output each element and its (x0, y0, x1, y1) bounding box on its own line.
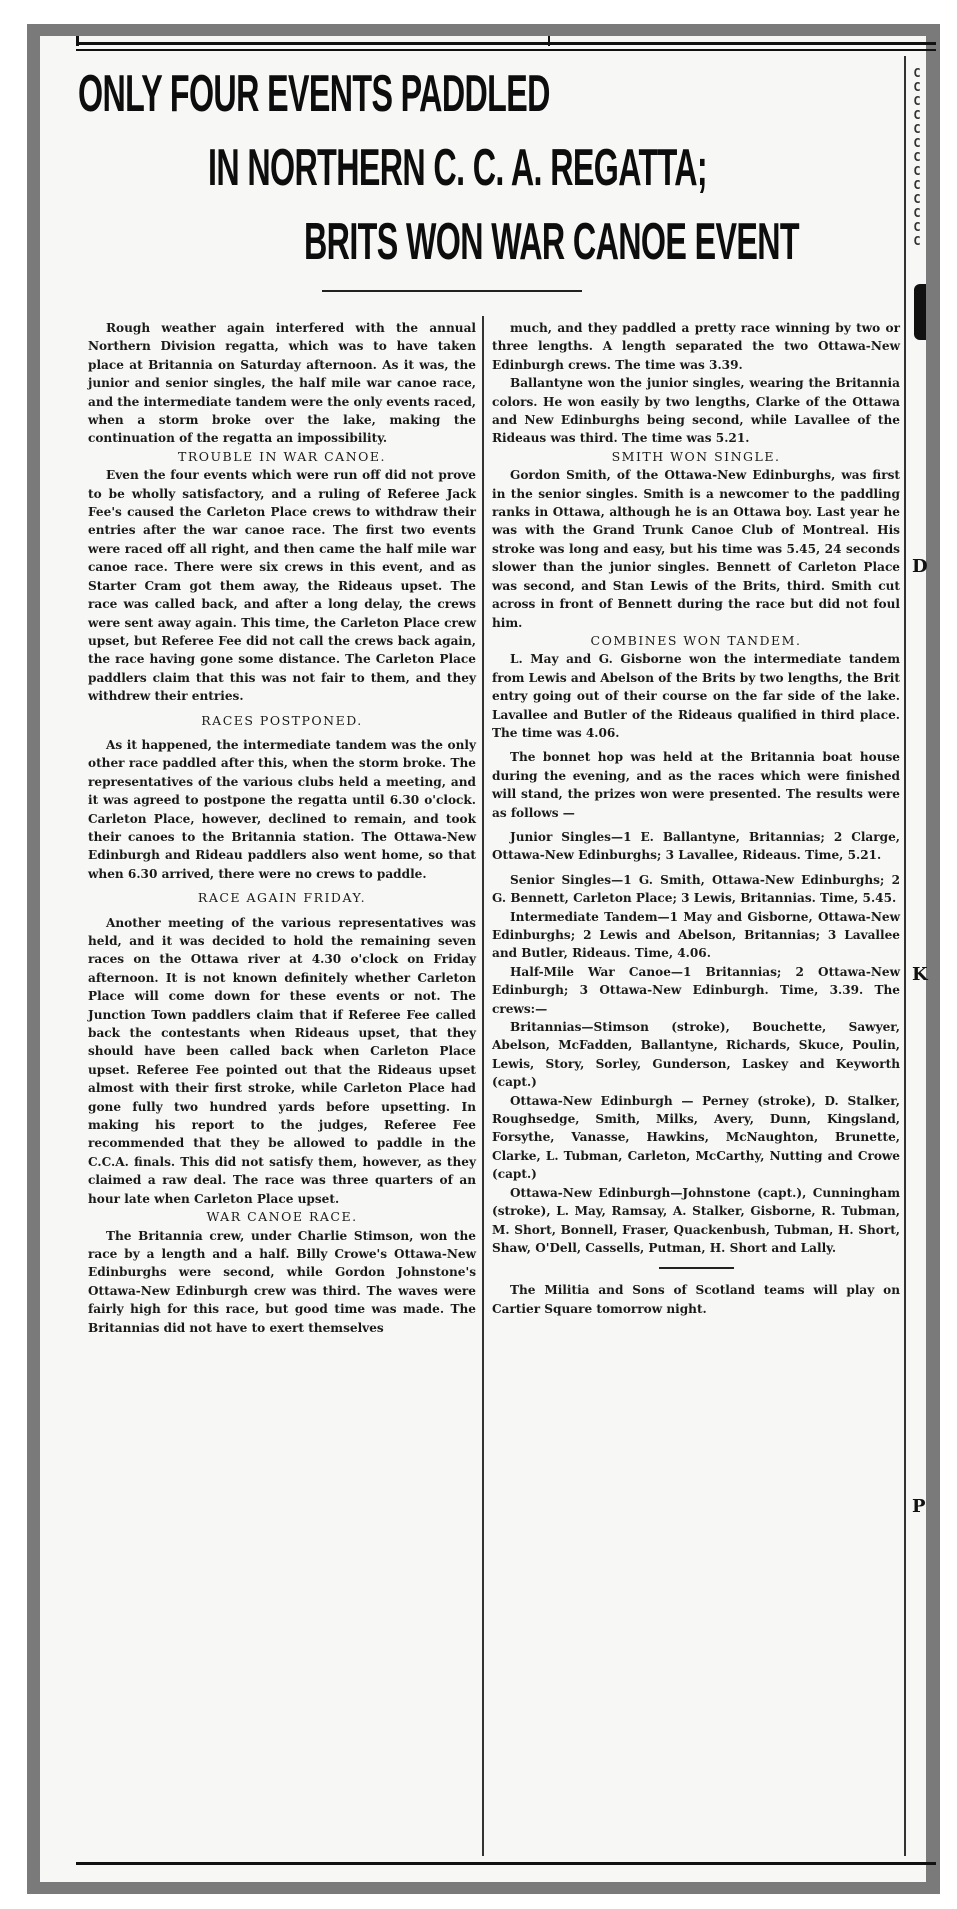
subheading: RACE AGAIN FRIDAY. (197, 890, 367, 906)
gutter-glyph: C (913, 206, 921, 220)
crew-list: Britannias—Stimson (stroke), Bouchette, Sawyer, Abelson, McFadden, Ballantyne, Richards, Skuce, Poulin, Lewis, Story, Sorley, Gunderson, Laskey and Keyworth (capt.) (492, 1020, 900, 1090)
gutter-glyph: C (913, 122, 921, 136)
article-column-1 (88, 319, 476, 1337)
gutter-glyph: C (913, 136, 921, 150)
headline-line-2: IN NORTHERN C. C. A. REGATTA; (208, 139, 708, 197)
gutter-glyph: C (913, 164, 921, 178)
subheading: RACES POSTPONED. (201, 712, 363, 728)
gutter-glyph: C (913, 220, 921, 234)
paragraph: L. May and G. Gisborne won the intermediate tandem from Lewis and Abelson of the Brits by two lengths, the Brit entry going out of their course on the far side of the lake. Lavallee and Butler of the Rideaus qualified in third place. The time was 4.06. (492, 652, 900, 740)
paragraph: As it happened, the intermediate tandem was the only other race paddled after this, when the storm broke. The representatives of the various clubs held a meeting, and it was agreed to postpone the regatta until 6.30 o'clock. Carleton Place, however, declined to remain, and took their canoes to the Britannia station. The Ottawa-New Edinburgh and Rideau paddlers also went home, so that when 6.30 arrived, there were no crews to paddle. (88, 737, 476, 881)
headline-line-1: ONLY FOUR EVENTS PADDLED (78, 65, 550, 123)
paragraph: Even the four events which were run off did not prove to be wholly satisfactory, and a ruling of Referee Jack Fee's caused the Carleton Place crews to withdraw their entries after the war canoe race. The first two events were raced off all right, and then came the half mile war canoe race. There were six crews in this event, and as Starter Cram got them away, the Rideaus upset. The race was called back, and after a long delay, the crews were sent away again. This time, the Carleton Place crew upset, but Referee Fee did not call the crews back again, the race having gone some distance. The Carleton Place paddlers claim that this was not fair to them, and they withdrew their entries. (88, 468, 476, 704)
article-column-2 (492, 319, 900, 1318)
section-divider (659, 1267, 734, 1269)
gutter-glyph: C (913, 234, 921, 248)
gutter-glyph: C (913, 192, 921, 206)
adjacent-column-mark (914, 284, 926, 340)
crew-list: Ottawa-New Edinburgh — Perney (stroke), D. Stalker, Roughsedge, Smith, Milks, Avery, Dunn, Kingsland, Forsythe, Vanasse, Hawkins, McNaughton, Brunette, Clarke, L. Tubman, Carleton, McCarthy, Nutting and Crowe (capt.) (492, 1093, 900, 1182)
result-entry: Intermediate Tandem—1 May and Gisborne, Ottawa-New Edinburghs; 2 Lewis and Abelson, Britannias; 3 Lavallee and Butler, Rideaus. Time, 4.06. (492, 909, 900, 961)
headline-divider (322, 290, 582, 292)
paragraph: much, and they paddled a pretty race winning by two or three lengths. A length separated the two Ottawa-New Edinburgh crews. The time was 3.39. (492, 321, 900, 372)
right-column-divider (904, 56, 906, 1856)
headline-line-3: BRITS WON WAR CANOE EVENT (304, 213, 799, 271)
newspaper-clipping (40, 36, 926, 1882)
top-rule (76, 42, 936, 51)
paragraph: Ballantyne won the junior singles, wearing the Britannia colors. He won easily by two lengths, Clarke of the Ottawa and New Edinburghs being second, while Lavallee of the Rideaus was third. The time was 5.21. (492, 376, 900, 446)
gutter-glyph: C (913, 66, 921, 80)
paragraph: The Britannia crew, under Charlie Stimson, won the race by a length and a half. Billy Crowe's Ottawa-New Edinburghs were second, while Gordon Johnstone's Ottawa-New Edinburgh crew was third. The waves were fairly high for this race, but good time was made. The Britannias did not have to exert themselves (88, 1228, 476, 1335)
result-entry: Senior Singles—1 G. Smith, Ottawa-New Edinburghs; 2 G. Bennett, Carleton Place; 3 Lewis, Britannias. Time, 5.45. (492, 872, 900, 906)
subheading: WAR CANOE RACE. (206, 1209, 358, 1225)
subheading: COMBINES WON TANDEM. (590, 632, 802, 648)
gutter-glyph: C (913, 94, 921, 108)
gutter-glyph: C (913, 150, 921, 164)
result-entry: Half-Mile War Canoe—1 Britannias; 2 Ottawa-New Edinburgh; 3 Ottawa-New Edinburgh. Time, 3.39. The crews:— (492, 964, 900, 1016)
gutter-glyph: C (913, 80, 921, 94)
bottom-rule (76, 1862, 936, 1869)
paragraph: The Militia and Sons of Scotland teams will play on Cartier Square tomorrow night. (492, 1283, 900, 1316)
adjacent-column-letter: P (912, 1496, 926, 1517)
subheading: TROUBLE IN WAR CANOE. (178, 448, 386, 464)
adjacent-column-letter: D (912, 556, 928, 577)
paragraph: The bonnet hop was held at the Britannia boat house during the evening, and as the races which were finished will stand, the prizes won were presented. The results were as follows — (492, 750, 900, 820)
column-divider (482, 316, 484, 1856)
paragraph: Gordon Smith, of the Ottawa-New Edinburghs, was first in the senior singles. Smith is a newcomer to the paddling ranks in Ottawa, although he is an Ottawa boy. Last year he was with the Grand Trunk Canoe Club of Montreal. His stroke was long and easy, but his time was 5.45, 24 seconds slower than the junior singles. Bennett of Carleton Place was second, and Stan Lewis of the Brits, third. Smith cut across in front of Bennett during the race but did not foul him. (492, 468, 900, 630)
adjacent-column-letter: K (912, 964, 928, 985)
paragraph: Rough weather again interfered with the annual Northern Division regatta, which was to have taken place at Britannia on Saturday afternoon. As it was, the junior and senior singles, the half mile war canoe race, and the intermediate tandem were the only events raced, when a storm broke over the lake, making the continuation of the regatta an impossibility. (88, 321, 476, 446)
adjacent-column-fragment (908, 66, 926, 248)
gutter-glyph: C (913, 178, 921, 192)
subheading: SMITH WON SINGLE. (611, 448, 781, 464)
top-rule-mark (548, 36, 550, 46)
paragraph: Another meeting of the various representatives was held, and it was decided to hold the remaining seven races on the Ottawa river at 4.30 o'clock on Friday afternoon. It is not known definitely whether Carleton Place will come down for these events or not. The Junction Town paddlers claim that if Referee Fee called back the contestants when Rideaus upset, that they should have been called back when Carleton Place upset. Referee Fee pointed out that the Rideaus upset almost with their first stroke, while Carleton Place had gone fully two hundred yards before upsetting. In making his report to the judges, Referee Fee recommended that they be allowed to paddle in the C.C.A. finals. This did not satisfy them, however, as they claimed a raw deal. The race was three quarters of an hour late when Carleton Place upset. (88, 915, 476, 1206)
crew-list: Ottawa-New Edinburgh—Johnstone (capt.), Cunningham (stroke), L. May, Ramsay, A. Stalker, Gisborne, R. Tubman, M. Short, Bonnell, Fraser, Quackenbush, Tubman, H. Short, Shaw, O'Dell, Cassells, Putman, H. Short and Lally. (492, 1185, 900, 1255)
gutter-glyph: C (913, 108, 921, 122)
top-rule-mark (76, 36, 79, 46)
result-entry: Junior Singles—1 E. Ballantyne, Britannias; 2 Clarge, Ottawa-New Edinburghs; 3 Lavallee, Rideaus. Time, 5.21. (492, 829, 900, 863)
